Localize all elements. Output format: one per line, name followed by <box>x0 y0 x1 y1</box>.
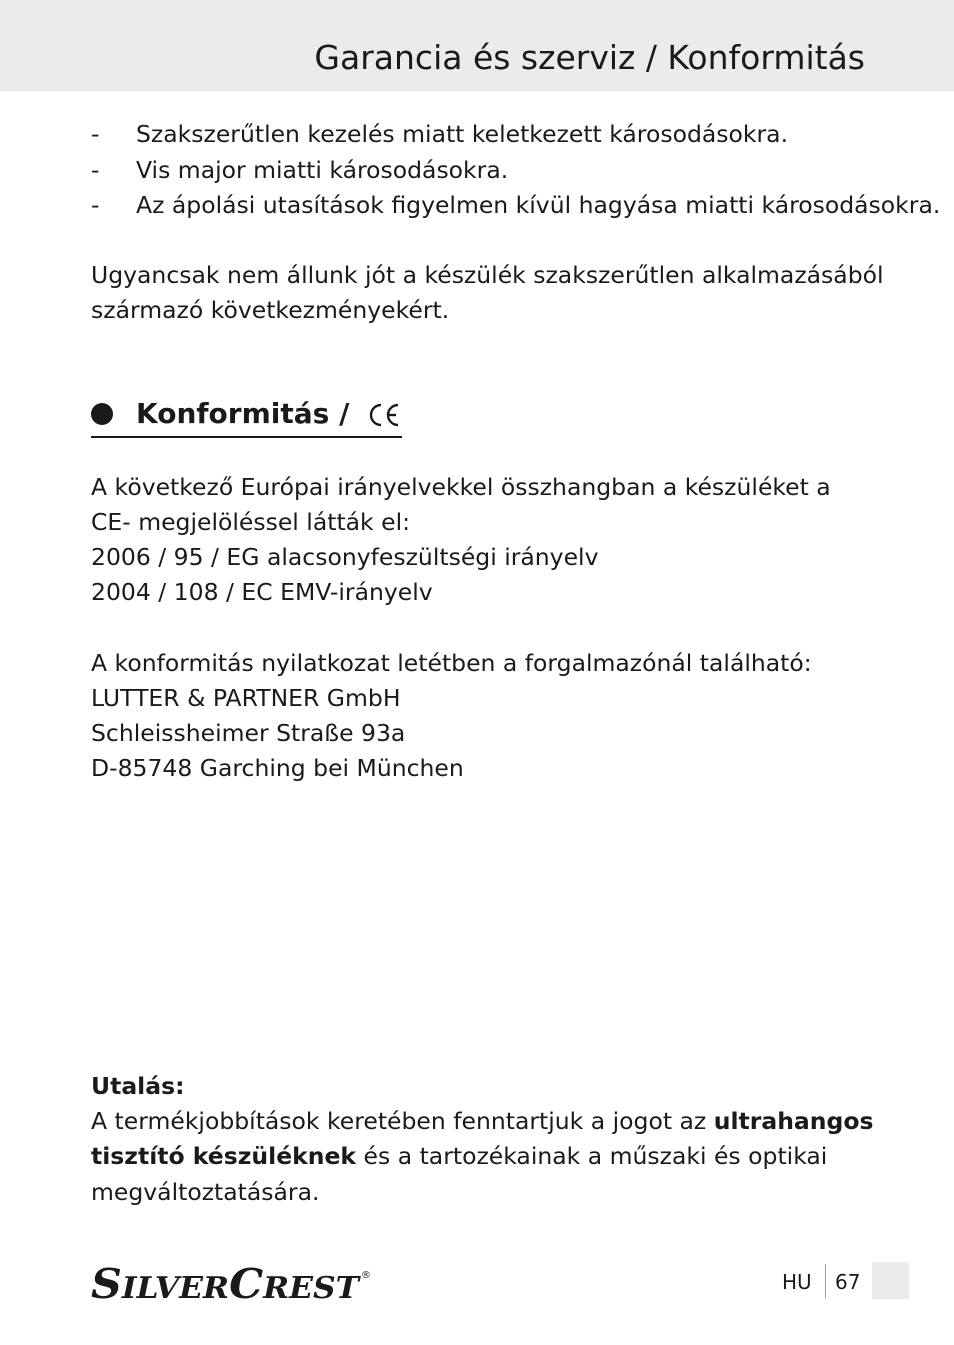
note-emphasis: ultrahangos <box>713 1107 874 1135</box>
note-line <box>91 1104 873 1139</box>
list-item-text: Szakszerűtlen kezelés miatt keletkezett károsodásokra. <box>136 120 789 148</box>
list-marker: - <box>91 120 100 148</box>
directive-line: 2004 / 108 / EC EMV-irányelv <box>91 578 433 606</box>
disclaimer-line: származó következményekért. <box>91 296 450 324</box>
bullet-dot-icon <box>91 403 113 425</box>
conformity-line: A következő Európai irányelvekkel összhangban a készüléket a <box>91 473 831 501</box>
company-name: LUTTER & PARTNER GmbH <box>91 684 401 712</box>
svg-text:SILVERCREST: SILVER CREST <box>91 1262 355 1306</box>
note-line <box>91 1139 827 1174</box>
page-tab <box>872 1262 909 1299</box>
heading-underline <box>91 436 402 438</box>
page-number: 67 <box>835 1270 861 1294</box>
list-item-text: Az ápolási utasítások figyelmen kívül hagyása miatti károsodásokra. <box>136 191 941 219</box>
silvercrest-logo <box>91 1262 376 1306</box>
conformity-line: CE- megjelöléssel látták el: <box>91 508 411 536</box>
ce-mark-icon <box>367 402 401 428</box>
note-title: Utalás: <box>91 1072 185 1100</box>
disclaimer-line: Ugyancsak nem állunk jót a készülék szakszerűtlen alkalmazásából <box>91 261 884 289</box>
footer-divider <box>825 1264 826 1298</box>
note-text: A termékjobbítások keretében fenntartjuk a jogot az <box>91 1107 714 1135</box>
directive-line: 2006 / 95 / EG alacsonyfeszültségi irányelv <box>91 543 599 571</box>
note-line: megváltoztatására. <box>91 1178 320 1206</box>
svg-text:®: ® <box>361 1270 371 1281</box>
list-marker: - <box>91 191 100 219</box>
page-title: Garancia és szerviz / Konformitás <box>314 38 865 77</box>
street-address: Schleissheimer Straße 93a <box>91 719 406 747</box>
section-title: Konformitás / <box>136 397 350 430</box>
city-address: D-85748 Garching bei München <box>91 754 464 782</box>
declaration-text: A konformitás nyilatkozat letétben a forgalmazónál található: <box>91 649 812 677</box>
note-text: és a tartozékainak a műszaki és optikai <box>356 1142 828 1170</box>
language-code: HU <box>782 1270 812 1294</box>
note-emphasis: tisztító készüléknek <box>91 1142 357 1170</box>
list-marker: - <box>91 155 100 184</box>
list-item-text: Vis major miatti károsodásokra. <box>136 155 509 184</box>
